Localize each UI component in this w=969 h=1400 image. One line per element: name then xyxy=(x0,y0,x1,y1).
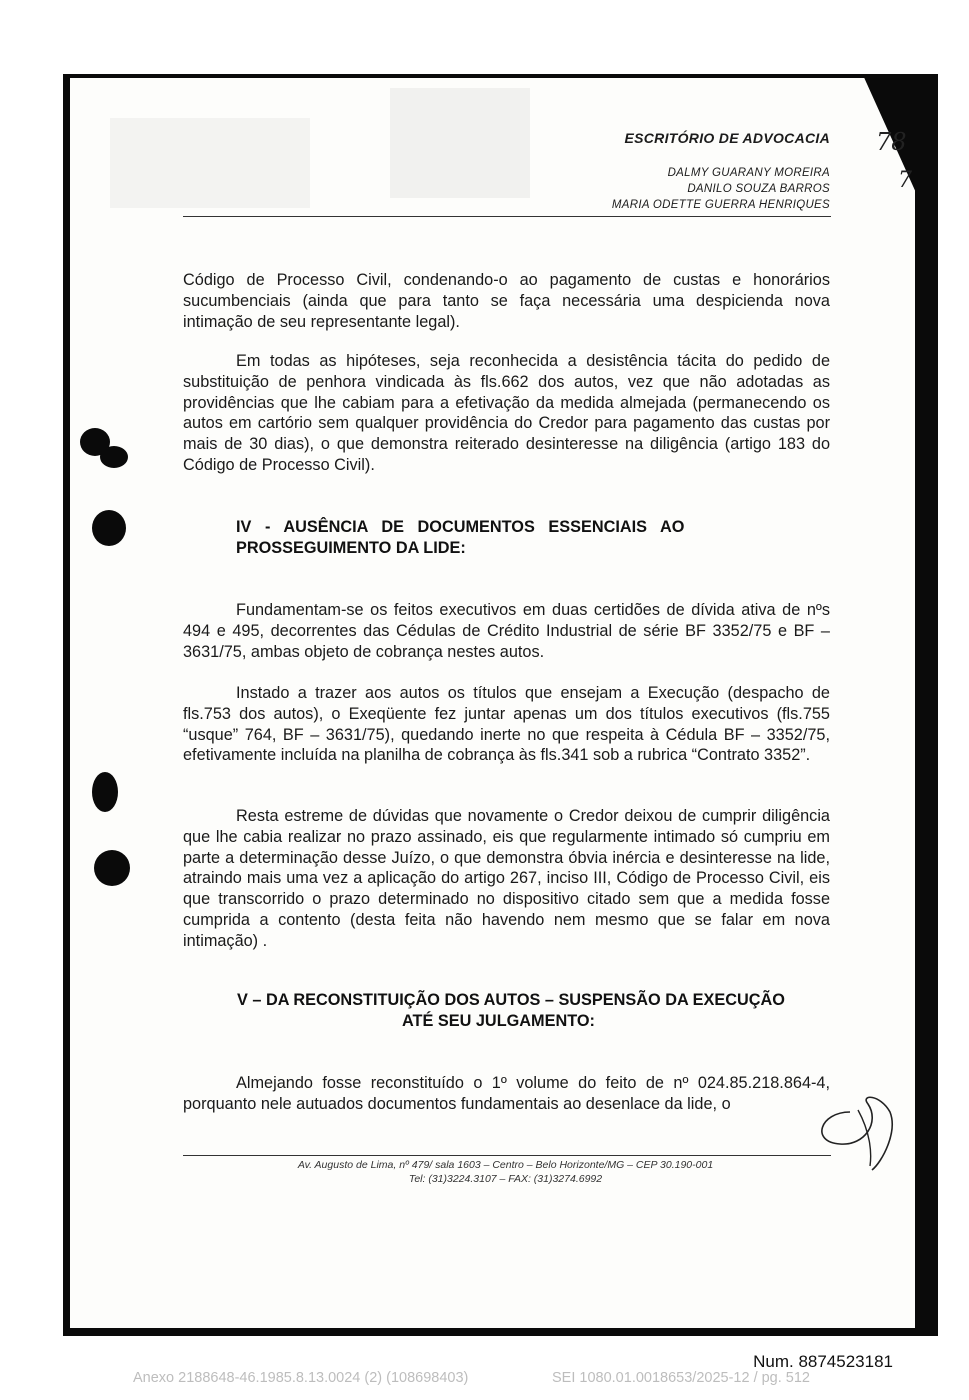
annex-reference: Anexo 2188648-46.1985.8.13.0024 (2) (108698403) xyxy=(133,1370,469,1386)
document-number: Num. 8874523181 xyxy=(753,1352,893,1371)
hole-punch xyxy=(94,850,130,886)
section-heading-v-line2: ATÉ SEU JULGAMENTO: xyxy=(402,1012,595,1030)
section-heading-iv-line1: IV - AUSÊNCIA DE DOCUMENTOS ESSENCIAIS AO xyxy=(236,518,685,536)
paragraph-4: Instado a trazer aos autos os títulos que ensejam a Execução (despacho de fls.753 dos autos), o Exeqüente fez juntar apenas um dos títulos executivos (fls.755 “usque” 764, BF – 3631/75), quedando inerte no que respeita à Cédula BF – 3352/75, efetivamente incluída na planilha de cobrança às fls.341 sob a rubrica “Contrato 3352”. xyxy=(183,684,830,765)
lawyer-name: MARIA ODETTE GUERRA HENRIQUES xyxy=(611,199,830,211)
footer-address: Av. Augusto de Lima, nº 479/ sala 1603 – Centro – Belo Horizonte/MG – CEP 30.190-001 xyxy=(297,1159,714,1171)
footer-divider xyxy=(183,1155,831,1156)
lawyer-name: DALMY GUARANY MOREIRA xyxy=(667,167,830,179)
paragraph-5: Resta estreme de dúvidas que novamente o Credor deixou de cumprir diligência que lhe cabia realizar no prazo assinado, eis que regularmente intimado só cumpriu em parte a determinação desse Juízo, o que demonstra óbvia inércia e desinteresse na lide, atraindo mais uma vez a aplicação do artigo 267, inciso III, Código de Processo Civil, eis que transcorrido o prazo determinado no dispositivo citado sem que a medida fosse cumprida a contento (desta feita não havendo nem mesmo que se falar em nova intimação) . xyxy=(183,807,830,950)
hole-punch xyxy=(100,446,128,468)
lawyer-name: DANILO SOUZA BARROS xyxy=(687,183,830,195)
section-heading-iv-line2: PROSSEGUIMENTO DA LIDE: xyxy=(236,539,466,557)
paragraph-2: Em todas as hipóteses, seja reconhecida a desistência tácita do pedido de substituição de penhora vindicada às fls.662 dos autos, vez que não adotadas as providências que lhe cabiam para a efetivação da medida almejada (permanecendo os autos em cartório sem qualquer providência do Credor para pagamento das custas por mais de 30 dias), o que demonstra reiterado desinteresse na diligência (artigo 183 do Código de Processo Civil). xyxy=(183,352,830,474)
page-number-stamp-sub: 7 xyxy=(898,168,912,193)
firm-title: ESCRITÓRIO DE ADVOCACIA xyxy=(624,130,830,146)
paragraph-3: Fundamentam-se os feitos executivos em duas certidões de dívida ativa de nºs 494 e 495, decorrentes das Cédulas de Crédito Industrial de série BF 3352/75 e BF – 3631/75, ambas objeto de cobrança nestes autos. xyxy=(183,601,830,661)
footer-phone: Tel: (31)3224.3107 – FAX: (31)3274.6992 xyxy=(408,1173,603,1185)
section-heading-v-line1: V – DA RECONSTITUIÇÃO DOS AUTOS – SUSPENSÃO DA EXECUÇÃO xyxy=(237,991,785,1009)
paragraph-1: Código de Processo Civil, condenando-o ao pagamento de custas e honorários sucumbenciais (ainda que para tanto se faça necessária uma despicienda nova intimação de seu representante legal). xyxy=(183,271,830,331)
page-number-stamp: 78 xyxy=(876,128,907,156)
hole-punch xyxy=(92,510,126,546)
sei-reference: SEI 1080.01.0018653/2025-12 / pg. 512 xyxy=(552,1370,810,1386)
hole-punch xyxy=(92,772,118,812)
header-divider xyxy=(183,216,831,217)
paragraph-6: Almejando fosse reconstituído o 1º volume do feito de nº 024.85.218.864-4, porquanto nele autuados documentos fundamentais ao desenlace da lide, o xyxy=(183,1074,830,1113)
